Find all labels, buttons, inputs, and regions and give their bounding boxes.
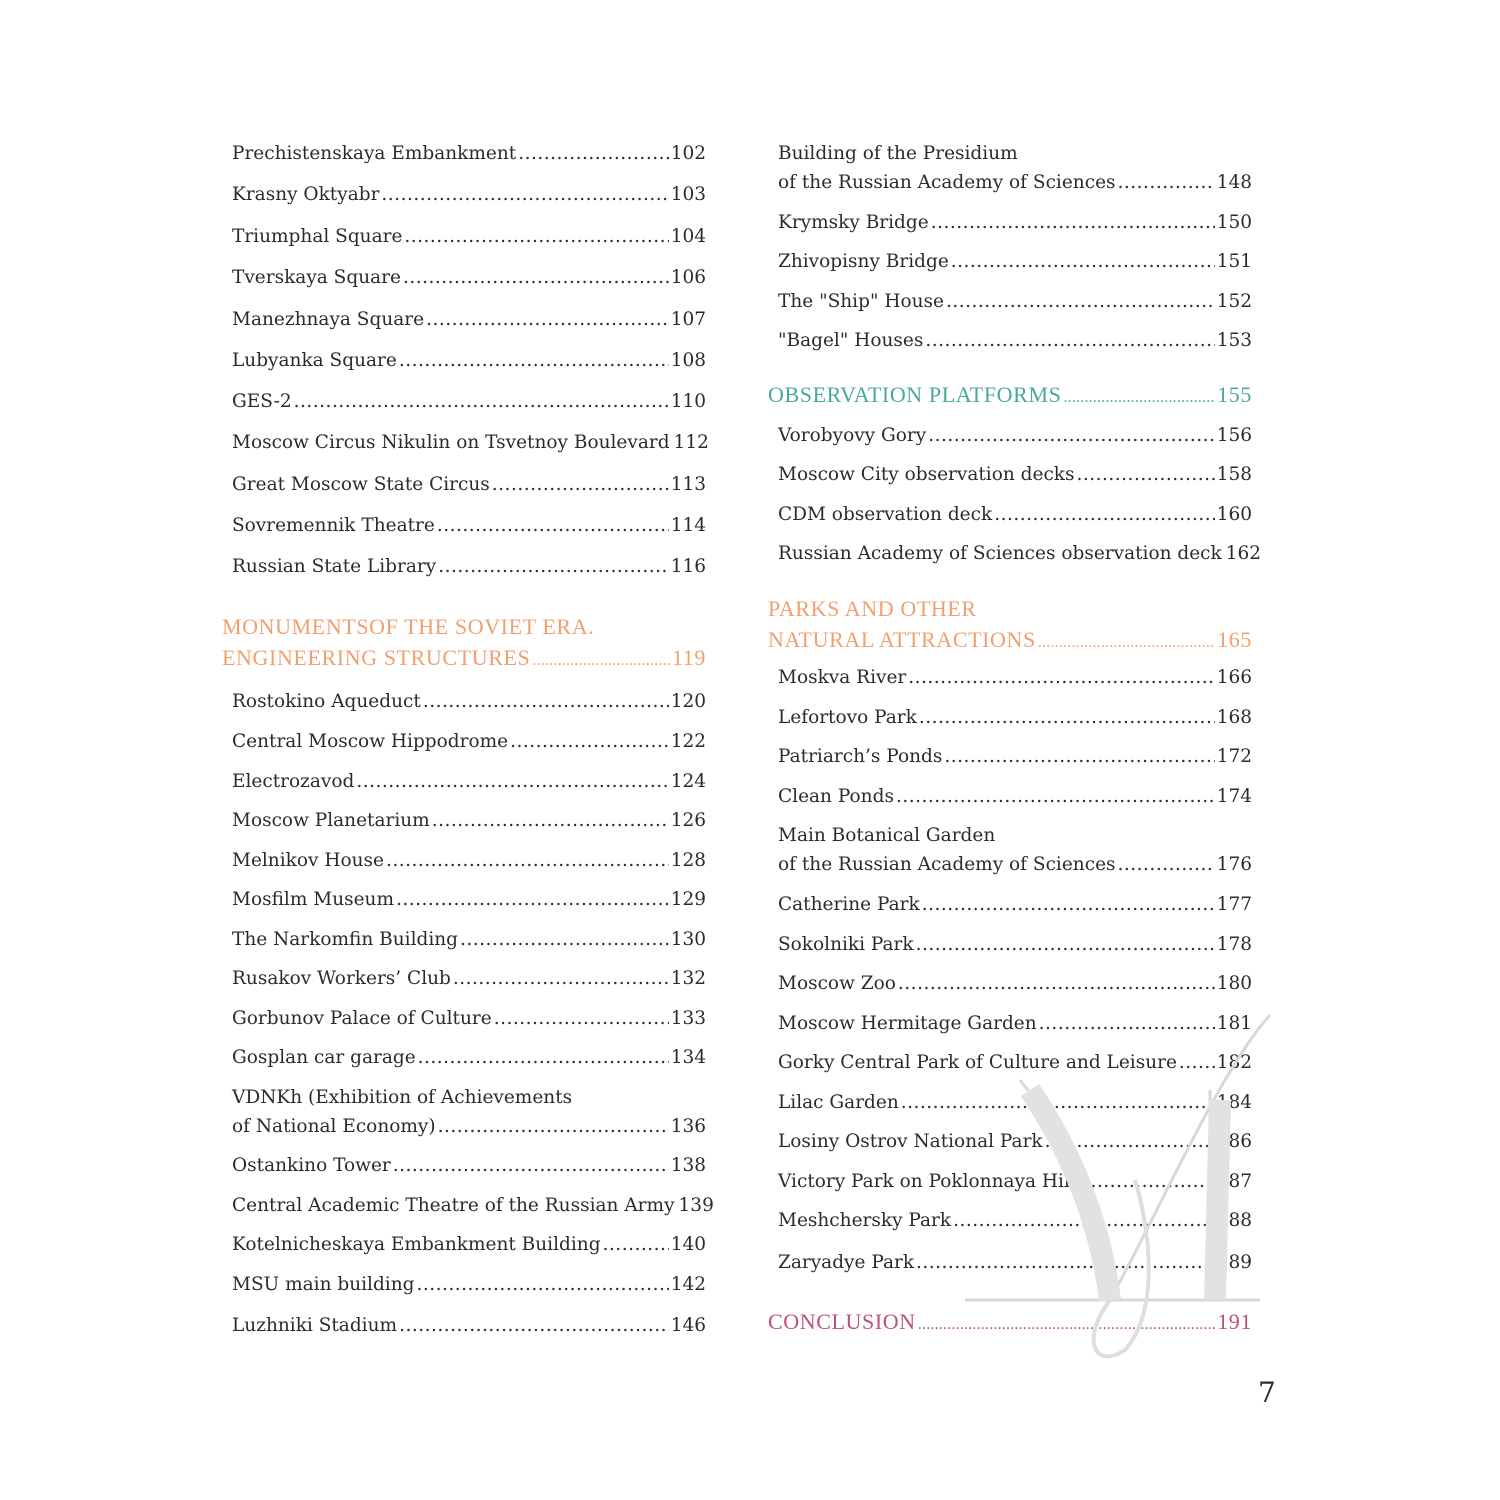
entry-title: Patriarch’s Ponds (778, 746, 943, 767)
toc-line (778, 742, 1252, 771)
page-ref: 106 (670, 267, 706, 288)
entry-title: Clean Ponds (778, 786, 894, 807)
toc-line (232, 846, 706, 875)
toc-line (232, 387, 706, 416)
entry-title: Building of the Presidium (778, 143, 1018, 164)
toc-line (232, 1270, 706, 1299)
dot-leader (1078, 1167, 1215, 1196)
toc-entry-great-moscow-state-circus[interactable] (232, 470, 706, 499)
toc-line (768, 1306, 1252, 1337)
dot-leader (437, 511, 669, 540)
page-ref: 142 (670, 1274, 706, 1295)
toc-section-heading-conclusion[interactable] (768, 1306, 1252, 1337)
page-ref: 104 (670, 226, 706, 247)
toc-line (778, 1009, 1252, 1038)
entry-title: Krymsky Bridge (778, 212, 929, 233)
toc-entry-the-ship-house[interactable] (778, 287, 1252, 316)
page-ref: 113 (670, 474, 706, 495)
page-ref: 176 (1216, 854, 1252, 875)
page-ref: 140 (670, 1234, 706, 1255)
dot-leader (438, 1112, 669, 1141)
toc-line (232, 925, 706, 954)
entry-title: Moscow City observation decks (778, 464, 1075, 485)
entry-title: Krasny Oktyabr (232, 184, 380, 205)
entry-title: Vorobyovy Gory (778, 425, 927, 446)
dot-leader (896, 782, 1215, 811)
page-ref: 168 (1216, 707, 1252, 728)
dot-leader (492, 470, 669, 499)
toc-line (778, 850, 1252, 879)
toc-line (232, 1311, 706, 1340)
page-ref: 129 (670, 889, 706, 910)
dot-leader (494, 1004, 669, 1033)
heading-title: NATURAL ATTRACTIONS (768, 627, 1036, 652)
toc-line (778, 821, 1252, 850)
dot-leader (916, 930, 1215, 959)
toc-section-heading-observation-platforms[interactable] (768, 379, 1252, 410)
toc-entry-electrozavod[interactable] (232, 767, 706, 796)
dot-leader (944, 742, 1214, 771)
page-ref: 174 (1216, 786, 1252, 807)
toc-line (232, 511, 706, 540)
dot-leader (532, 642, 670, 673)
entry-title: Russian Academy of Sciences observation deck (778, 543, 1222, 564)
dot-leader (1118, 168, 1215, 197)
dot-leader (403, 263, 669, 292)
page-ref: 186 (1216, 1131, 1252, 1152)
toc-line (222, 611, 706, 642)
entry-title: Moskva River (778, 667, 907, 688)
page-ref: 148 (1216, 172, 1252, 193)
toc-line (768, 624, 1252, 655)
toc-line (232, 1112, 706, 1141)
dot-leader (356, 767, 668, 796)
dot-leader (426, 305, 669, 334)
page-ref: 188 (1216, 1210, 1252, 1231)
dot-leader (423, 687, 669, 716)
toc-entry-moscow-circus-nikulin-on-tsvetnoy-boulev[interactable] (232, 428, 709, 457)
page-ref: 130 (670, 929, 706, 950)
dot-leader (416, 1270, 668, 1299)
toc-entry-moscow-hermitage-garden[interactable] (778, 1009, 1252, 1038)
page-ref: 102 (670, 143, 706, 164)
toc-line (768, 379, 1252, 410)
toc-section-heading-monumentsof-the-soviet-era-engineering-s[interactable] (222, 611, 706, 673)
page-ref: 166 (1216, 667, 1252, 688)
page-number: 7 (1258, 1376, 1276, 1409)
dot-leader (919, 703, 1215, 732)
toc-line (778, 500, 1252, 529)
toc-line (778, 460, 1252, 489)
page-ref: 128 (670, 850, 706, 871)
toc-entry-central-moscow-hippodrome[interactable] (232, 727, 706, 756)
page-ref: 156 (1216, 425, 1252, 446)
toc-entry-triumphal-square[interactable] (232, 222, 706, 251)
page-ref: 177 (1216, 894, 1252, 915)
toc-line (232, 1083, 706, 1112)
entry-title: Great Moscow State Circus (232, 474, 490, 495)
toc-line (232, 727, 706, 756)
dot-leader (901, 1088, 1215, 1117)
toc-line (232, 428, 709, 457)
toc-entry-gosplan-car-garage[interactable] (232, 1043, 706, 1072)
dot-leader (908, 663, 1214, 692)
toc-line (232, 222, 706, 251)
toc-line (232, 1043, 706, 1072)
page-ref: 172 (1216, 746, 1252, 767)
page-ref: 110 (670, 391, 706, 412)
dot-leader (432, 806, 669, 835)
toc-entry-melnikov-house[interactable] (232, 846, 706, 875)
entry-title: Luzhniki Stadium (232, 1315, 398, 1336)
dot-leader (381, 180, 668, 209)
heading-title: MONUMENTSOF THE SOVIET ERA. (222, 614, 595, 639)
dot-leader (399, 346, 669, 375)
toc-entry-lubyanka-square[interactable] (232, 346, 706, 375)
page-ref: 152 (1216, 291, 1252, 312)
toc-line (232, 806, 706, 835)
page-ref: 180 (1216, 973, 1252, 994)
entry-title: Tverskaya Square (232, 267, 401, 288)
page-ref: 136 (670, 1116, 706, 1137)
toc-line (232, 552, 706, 581)
entry-title: Gorbunov Palace of Culture (232, 1008, 492, 1029)
dot-leader (386, 846, 669, 875)
dot-leader (393, 1151, 669, 1180)
toc-entry-main-botanical-garden-of-the-russian-aca[interactable] (778, 821, 1252, 879)
toc-entry-catherine-park[interactable] (778, 890, 1252, 919)
dot-leader (946, 287, 1215, 316)
entry-title: MSU main building (232, 1274, 415, 1295)
page-ref: 182 (1216, 1052, 1252, 1073)
toc-line (778, 208, 1252, 237)
page-ref: 187 (1216, 1171, 1252, 1192)
page-ref: 160 (1216, 504, 1252, 525)
dot-leader (994, 500, 1214, 529)
toc-entry-sokolniki-park[interactable] (778, 930, 1252, 959)
toc-entry-bagel-houses[interactable] (778, 326, 1252, 355)
dot-leader (1063, 379, 1215, 410)
page-ref: 108 (670, 350, 706, 371)
toc-entry-moskva-river[interactable] (778, 663, 1252, 692)
entry-title: VDNKh (Exhibition of Achievements (232, 1087, 573, 1108)
toc-entry-vdnkh-exhibition-of-achievements-of-nati[interactable] (232, 1083, 706, 1141)
toc-line (232, 180, 706, 209)
toc-entry-gorky-central-park-of-culture-and-leisur[interactable] (778, 1048, 1252, 1077)
toc-line (778, 663, 1252, 692)
toc-entry-zhivopisny-bridge[interactable] (778, 247, 1252, 276)
toc-entry-krymsky-bridge[interactable] (778, 208, 1252, 237)
entry-title: Moscow Planetarium (232, 810, 430, 831)
toc-line (232, 767, 706, 796)
toc-line (778, 287, 1252, 316)
page-ref: 153 (1216, 330, 1252, 351)
entry-title: Central Academic Theatre of the Russian Army (232, 1195, 675, 1216)
toc-entry-rostokino-aqueduct[interactable] (232, 687, 706, 716)
toc-line (232, 1191, 714, 1220)
entry-title: Manezhnaya Square (232, 309, 425, 330)
entry-title: Meshchersky Park (778, 1210, 952, 1231)
dot-leader (928, 421, 1214, 450)
entry-title: Lefortovo Park (778, 707, 917, 728)
toc-line (778, 703, 1252, 732)
toc-line (778, 539, 1262, 568)
toc-line (232, 1230, 706, 1259)
toc-line (778, 782, 1252, 811)
toc-entry-krasny-oktyabr[interactable] (232, 180, 706, 209)
entry-title: The "Ship" House (778, 291, 944, 312)
toc-line (778, 1048, 1252, 1077)
page-ref: 162 (1225, 543, 1262, 564)
page-ref: 112 (673, 432, 709, 453)
page-ref: 139 (678, 1195, 714, 1216)
entry-title: Melnikov House (232, 850, 384, 871)
entry-title: The Narkomfin Building (232, 929, 459, 950)
page-ref: 122 (670, 731, 706, 752)
toc-line (778, 1088, 1252, 1117)
dot-leader (404, 222, 668, 251)
entry-title: Rostokino Aqueduct (232, 691, 421, 712)
toc-section-heading-parks-and-other-natural-attractions[interactable] (768, 593, 1252, 655)
entry-title: Prechistenskaya Embankment (232, 143, 517, 164)
toc-entry-lefortovo-park[interactable] (778, 703, 1252, 732)
entry-title: Central Moscow Hippodrome (232, 731, 509, 752)
toc-entry-tverskaya-square[interactable] (232, 263, 706, 292)
toc-entry-zaryadye-park[interactable] (778, 1248, 1252, 1277)
toc-entry-luzhniki-stadium[interactable] (232, 1311, 706, 1340)
toc-entry-patriarch-s-ponds[interactable] (778, 742, 1252, 771)
dot-leader (922, 890, 1215, 919)
page-ref: 155 (1217, 382, 1252, 407)
entry-title: "Bagel" Houses (778, 330, 924, 351)
entry-title: Victory Park on Poklonnaya Hill (778, 1171, 1076, 1192)
entry-title: Gosplan car garage (232, 1047, 416, 1068)
page-ref: 184 (1216, 1092, 1252, 1113)
dot-leader (603, 1230, 669, 1259)
toc-line (232, 305, 706, 334)
page-ref: 165 (1217, 627, 1252, 652)
page-ref: 116 (670, 556, 706, 577)
dot-leader (1039, 1009, 1215, 1038)
dot-leader (418, 1043, 669, 1072)
dot-leader (951, 247, 1215, 276)
heading-title: CONCLUSION (768, 1309, 916, 1334)
toc-line (778, 421, 1252, 450)
entry-title: Ostankino Tower (232, 1155, 391, 1176)
toc-line (232, 1151, 706, 1180)
toc-line (778, 1248, 1252, 1277)
toc-line (232, 346, 706, 375)
page-ref: 150 (1216, 212, 1252, 233)
toc-entry-meshchersky-park[interactable] (778, 1206, 1252, 1235)
toc-entry-msu-main-building[interactable] (232, 1270, 706, 1299)
dot-leader (396, 885, 669, 914)
dot-leader (918, 1306, 1215, 1337)
toc-line (232, 470, 706, 499)
page-ref: 189 (1216, 1252, 1252, 1273)
toc-entry-moscow-planetarium[interactable] (232, 806, 706, 835)
dot-leader (510, 727, 669, 756)
entry-title: CDM observation deck (778, 504, 993, 525)
toc-line (232, 1004, 706, 1033)
toc-line (232, 263, 706, 292)
dot-leader (953, 1206, 1215, 1235)
dot-leader (1179, 1048, 1215, 1077)
toc-entry-victory-park-on-poklonnaya-hill[interactable] (778, 1167, 1252, 1196)
entry-title: Losiny Ostrov National Park (778, 1131, 1043, 1152)
toc-entry-mosfilm-museum[interactable] (232, 885, 706, 914)
toc-entry-ostankino-tower[interactable] (232, 1151, 706, 1180)
toc-entry-kotelnicheskaya-embankment-building[interactable] (232, 1230, 706, 1259)
entry-title: Russian State Library (232, 556, 437, 577)
entry-title: Sovremennik Theatre (232, 515, 435, 536)
toc-line (768, 593, 1252, 624)
dot-leader (460, 925, 669, 954)
toc-line (222, 642, 706, 673)
dot-leader (453, 964, 669, 993)
toc-line (232, 885, 706, 914)
page-ref: 134 (670, 1047, 706, 1068)
toc-entry-russian-state-library[interactable] (232, 552, 706, 581)
toc-entry-russian-academy-of-sciences-observation-[interactable] (778, 539, 1262, 568)
page-ref: 191 (1217, 1309, 1252, 1334)
entry-title: Catherine Park (778, 894, 920, 915)
entry-title: Moscow Circus Nikulin on Tsvetnoy Boulevard (232, 432, 670, 453)
dot-leader (399, 1311, 669, 1340)
toc-line (778, 168, 1252, 197)
entry-title: Moscow Hermitage Garden (778, 1013, 1037, 1034)
dot-leader (1045, 1127, 1215, 1156)
toc-line (232, 964, 706, 993)
page-ref: 126 (670, 810, 706, 831)
entry-title: Lubyanka Square (232, 350, 397, 371)
toc-entry-building-of-the-presidium-of-the-russian[interactable] (778, 139, 1252, 197)
page-ref: 132 (670, 968, 706, 989)
toc-entry-prechistenskaya-embankment[interactable] (232, 139, 706, 168)
entry-title: Gorky Central Park of Culture and Leisure (778, 1052, 1177, 1073)
toc-line (778, 247, 1252, 276)
entry-title: Electrozavod (232, 771, 355, 792)
heading-title: PARKS AND OTHER (768, 596, 977, 621)
toc-line (232, 139, 706, 168)
toc-line (778, 139, 1252, 168)
dot-leader (1038, 624, 1215, 655)
entry-title: Triumphal Square (232, 226, 403, 247)
toc-entry-rusakov-workers-club[interactable] (232, 964, 706, 993)
toc-entry-the-narkomfin-building[interactable] (232, 925, 706, 954)
entry-title: Zhivopisny Bridge (778, 251, 949, 272)
dot-leader (931, 208, 1215, 237)
heading-title: OBSERVATION PLATFORMS (768, 382, 1062, 407)
dot-leader (1118, 850, 1215, 879)
toc-line (778, 1167, 1252, 1196)
toc-entry-cdm-observation-deck[interactable] (778, 500, 1252, 529)
dot-leader (916, 1248, 1215, 1277)
entry-title: Main Botanical Garden (778, 825, 996, 846)
page-ref: 178 (1216, 934, 1252, 955)
heading-title: ENGINEERING STRUCTURES (222, 645, 531, 670)
page-ref: 103 (670, 184, 706, 205)
entry-title: of National Economy) (232, 1116, 436, 1137)
toc-entry-gorbunov-palace-of-culture[interactable] (232, 1004, 706, 1033)
entry-title: Moscow Zoo (778, 973, 896, 994)
entry-title: Sokolniki Park (778, 934, 914, 955)
page-ref: 119 (672, 645, 706, 670)
toc-entry-lilac-garden[interactable] (778, 1088, 1252, 1117)
dot-leader (1077, 460, 1215, 489)
entry-title: of the Russian Academy of Sciences (778, 172, 1116, 193)
page-ref: 107 (670, 309, 706, 330)
page-ref: 114 (670, 515, 706, 536)
toc-entry-central-academic-theatre-of-the-russian-[interactable] (232, 1191, 714, 1220)
toc-entry-moscow-city-observation-decks[interactable] (778, 460, 1252, 489)
page-ref: 120 (670, 691, 706, 712)
toc-entry-moscow-zoo[interactable] (778, 969, 1252, 998)
toc-line (778, 969, 1252, 998)
toc-line (232, 687, 706, 716)
entry-title: Lilac Garden (778, 1092, 899, 1113)
dot-leader (294, 387, 669, 416)
dot-leader (925, 326, 1214, 355)
toc-entry-sovremennik-theatre[interactable] (232, 511, 706, 540)
toc-line (778, 1127, 1252, 1156)
page-ref: 146 (670, 1315, 706, 1336)
entry-title: Zaryadye Park (778, 1252, 915, 1273)
toc-line (778, 890, 1252, 919)
page-ref: 158 (1216, 464, 1252, 485)
toc-entry-manezhnaya-square[interactable] (232, 305, 706, 334)
toc-entry-losiny-ostrov-national-park[interactable] (778, 1127, 1252, 1156)
toc-line (778, 930, 1252, 959)
dot-leader (438, 552, 669, 581)
entry-title: Mosfilm Museum (232, 889, 395, 910)
page-ref: 138 (670, 1155, 706, 1176)
page-ref: 133 (670, 1008, 706, 1029)
dot-leader (518, 139, 668, 168)
page-ref: 151 (1216, 251, 1252, 272)
entry-title: Rusakov Workers’ Club (232, 968, 451, 989)
entry-title: Kotelnicheskaya Embankment Building (232, 1234, 601, 1255)
entry-title: of the Russian Academy of Sciences (778, 854, 1116, 875)
entry-title: GES-2 (232, 391, 292, 412)
toc-entry-clean-ponds[interactable] (778, 782, 1252, 811)
dot-leader (898, 969, 1215, 998)
toc-entry-ges-2[interactable] (232, 387, 706, 416)
toc-entry-vorobyovy-gory[interactable] (778, 421, 1252, 450)
toc-line (778, 326, 1252, 355)
page-ref: 181 (1216, 1013, 1252, 1034)
toc-line (778, 1206, 1252, 1235)
page-ref: 124 (670, 771, 706, 792)
